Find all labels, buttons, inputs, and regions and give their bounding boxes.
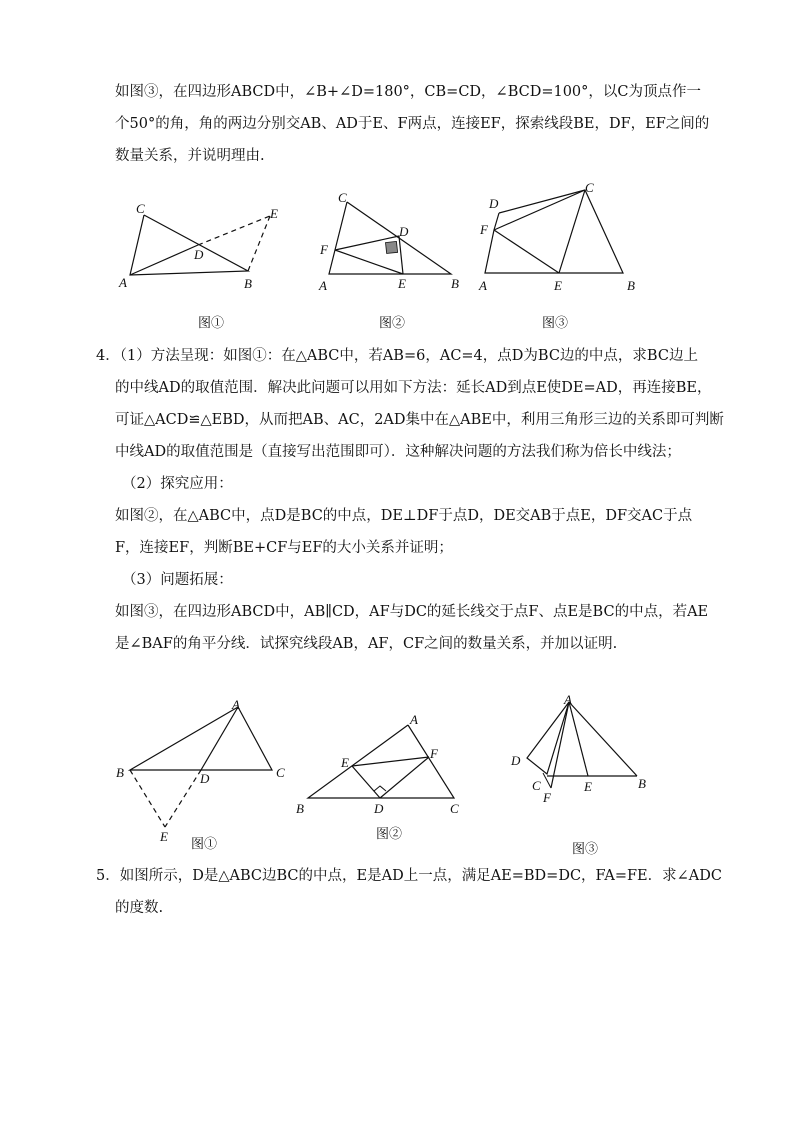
q4-text-line6: F，连接EF，判断BE+CF与EF的大小关系并证明； xyxy=(115,540,453,556)
figure-q3-3 xyxy=(475,180,645,295)
label-B: B xyxy=(638,776,646,791)
label-A: A xyxy=(564,692,572,707)
caption-fig1: 图① xyxy=(191,837,218,852)
figure-q3-2 xyxy=(315,190,465,295)
label-D: D xyxy=(489,196,499,211)
q3-text-line1: 如图③，在四边形ABCD中，∠B+∠D=180°，CB=CD，∠BCD=100°，以C为顶点作一 xyxy=(115,84,702,100)
q4-text-line8: 是∠BAF的角平分线．试探究线段AB，AF，CF之间的数量关系，并加以证明. xyxy=(115,636,618,652)
label-B: B xyxy=(627,278,635,293)
label-E: E xyxy=(160,829,168,844)
label-A: A xyxy=(410,712,418,727)
figure-q3-1 xyxy=(110,195,295,295)
label-A: A xyxy=(479,278,487,293)
label-F: F xyxy=(320,242,328,257)
q5-text-line2: 的度数. xyxy=(115,900,164,916)
figure-q4-3 xyxy=(505,690,655,810)
label-F: F xyxy=(480,222,488,237)
caption-fig3: 图③ xyxy=(572,842,599,857)
caption-fig3: 图③ xyxy=(542,316,569,331)
label-E: E xyxy=(584,779,592,794)
q4-text-line7: 如图③，在四边形ABCD中，AB∥CD，AF与DC的延长线交于点F、点E是BC的中点，若AE xyxy=(115,604,709,620)
label-B: B xyxy=(116,765,124,780)
caption-fig1: 图① xyxy=(198,316,225,331)
figure-q4-2 xyxy=(292,705,472,820)
label-A: A xyxy=(119,275,127,290)
label-D: D xyxy=(374,801,384,816)
caption-fig2: 图② xyxy=(376,827,403,842)
q4-subheading-2: （2）探究应用： xyxy=(122,476,233,492)
q4-text-line5: 如图②，在△ABC中，点D是BC的中点，DE⊥DF于点D，DE交AB于点E，DF交AC于点 xyxy=(115,508,693,524)
label-A: A xyxy=(232,697,240,712)
q3-text-line2: 个50°的角，角的两边分别交AB、AD于E、F两点，连接EF，探索线段BE，DF，EF之间的 xyxy=(115,116,710,132)
q4-text-line3: 可证△ACD≌△EBD，从而把AB、AC，2AD集中在△ABE中，利用三角形三边的关系即可判断 xyxy=(115,412,724,428)
label-C: C xyxy=(450,801,459,816)
label-E: E xyxy=(554,278,562,293)
label-C: C xyxy=(338,190,347,205)
label-F: F xyxy=(430,746,438,761)
label-B: B xyxy=(296,801,304,816)
label-D: D xyxy=(511,753,521,768)
q3-text-line3: 数量关系，并说明理由. xyxy=(115,148,265,164)
label-C: C xyxy=(532,778,541,793)
label-E: E xyxy=(341,755,349,770)
label-C: C xyxy=(136,201,145,216)
label-C: C xyxy=(585,180,594,195)
label-C: C xyxy=(276,765,285,780)
q4-text-line2: 的中线AD的取值范围．解决此问题可以用如下方法：延长AD到点E使DE=AD，再连接BE， xyxy=(115,380,712,396)
q4-text-line4: 中线AD的取值范围是（直接写出范围即可）．这种解决问题的方法我们称为倍长中线法； xyxy=(115,444,681,460)
figure-q4-1 xyxy=(112,695,297,850)
label-B: B xyxy=(451,276,459,291)
q5-text-line1: 5．如图所示，D是△ABC边BC的中点，E是AD上一点，满足AE=BD=DC，FA=FE．求∠ADC xyxy=(96,868,722,884)
label-E: E xyxy=(398,276,406,291)
label-F: F xyxy=(543,790,551,805)
label-D: D xyxy=(399,224,409,239)
q4-text-line1: 4．（1）方法呈现：如图①：在△ABC中，若AB=6，AC=4，点D为BC边的中点，求BC边上 xyxy=(96,348,698,364)
label-B: B xyxy=(244,276,252,291)
caption-fig2: 图② xyxy=(379,316,406,331)
label-D: D xyxy=(194,247,204,262)
q4-subheading-3: （3）问题拓展： xyxy=(122,572,233,588)
label-A: A xyxy=(319,278,327,293)
label-D: D xyxy=(200,771,210,786)
label-E: E xyxy=(270,206,278,221)
